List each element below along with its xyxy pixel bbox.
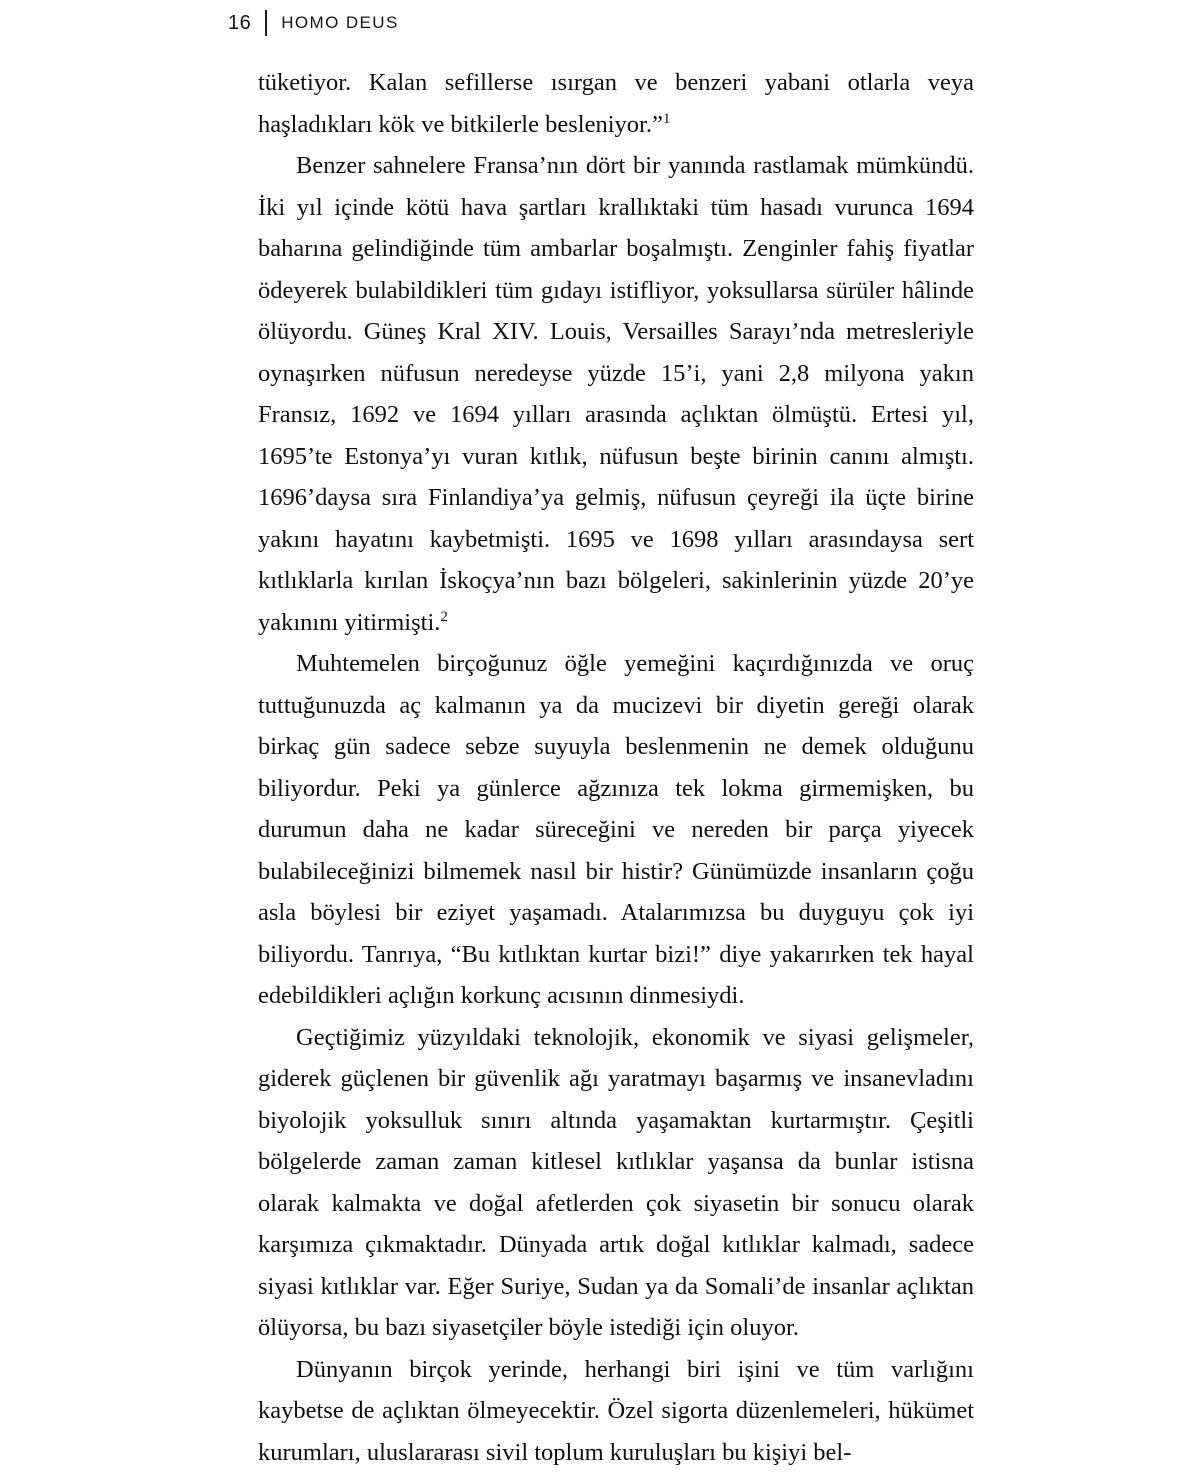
- paragraph: Geçtiğimiz yüzyıldaki teknolojik, ekonomik ve siyasi gelişmeler, giderek güçlenen bir güvenlik ağı yaratmayı başarmış ve insanevladını biyolojik yoksulluk sınırı altında yaşamaktan kurtarmıştır. Çeşitli bölgelerde zaman zaman kitlesel kıtlıklar yaşansa da bunlar istisna olarak kalmakta ve doğal afetlerden çok siyasetin bir sonucu olarak karşımıza çıkmaktadır. Dünyada artık doğal kıtlıklar kalmadı, sadece siyasi kıtlıklar var. Eğer Suriye, Sudan ya da Somali’de insanlar açlıktan ölüyorsa, bu bazı siyasetçiler böyle istediği için oluyor.: [258, 1017, 974, 1349]
- paragraph: tüketiyor. Kalan sefillerse ısırgan ve benzeri yabani otlarla veya haşladıkları kök ve bitkilerle besleniyor.”$^1$: [258, 62, 974, 145]
- body-text: [258, 62, 974, 1473]
- footnote-marker: 2: [440, 607, 448, 624]
- header-divider: [265, 10, 267, 36]
- page-header: [228, 8, 399, 38]
- paragraph: Benzer sahnelere Fransa’nın dört bir yanında rastlamak mümkündü. İki yıl içinde kötü hava şartları krallıktaki tüm hasadı vurunca 1694 baharına gelindiğinde tüm ambarlar boşalmıştı. Zenginler fahiş fiyatlar ödeyerek bulabildikleri tüm gıdayı istifliyor, yoksullarsa sürüler hâlinde ölüyordu. Güneş Kral XIV. Louis, Versailles Sarayı’nda metresleriyle oynaşırken nüfusun neredeyse yüzde 15’i, yani 2,8 milyona yakın Fransız, 1692 ve 1694 yılları arasında açlıktan ölmüştü. Ertesi yıl, 1695’te Estonya’yı vuran kıtlık, nüfusun beşte birinin canını almıştı. 1696’daysa sıra Finlandiya’ya gelmiş, nüfusun çeyreği ila üçte birine yakını hayatını kaybetmişti. 1695 ve 1698 yılları arasındaysa sert kıtlıklarla kırılan İskoçya’nın bazı bölgeleri, sakinlerinin yüzde 20’ye yakınını yitirmişti.$^2$: [258, 145, 974, 643]
- paragraph: Dünyanın birçok yerinde, herhangi biri işini ve tüm varlığını kaybetse de açlıktan ölmeyecektir. Özel sigorta düzenlemeleri, hükümet kurumları, uluslararası sivil toplum kuruluşları bu kişiyi bel-: [258, 1349, 974, 1473]
- paragraph: Muhtemelen birçoğunuz öğle yemeğini kaçırdığınızda ve oruç tuttuğunuzda aç kalmanın ya da mucizevi bir diyetin gereği olarak birkaç gün sadece sebze suyuyla beslenmenin ne demek olduğunu biliyordur. Peki ya günlerce ağzınıza tek lokma girmemişken, bu durumun daha ne kadar süreceğini ve nereden bir parça yiyecek bulabileceğinizi bilmemek nasıl bir histir? Günümüzde insanların çoğu asla böylesi bir eziyet yaşamadı. Atalarımızsa bu duyguyu çok iyi biliyordu. Tanrıya, “Bu kıtlıktan kurtar bizi!” diye yakarırken tek hayal edebildikleri açlığın korkunç acısının dinmesiydi.: [258, 643, 974, 1017]
- page-number: 16: [228, 12, 251, 35]
- running-title: HOMO DEUS: [281, 13, 398, 33]
- footnote-marker: 1: [663, 109, 671, 126]
